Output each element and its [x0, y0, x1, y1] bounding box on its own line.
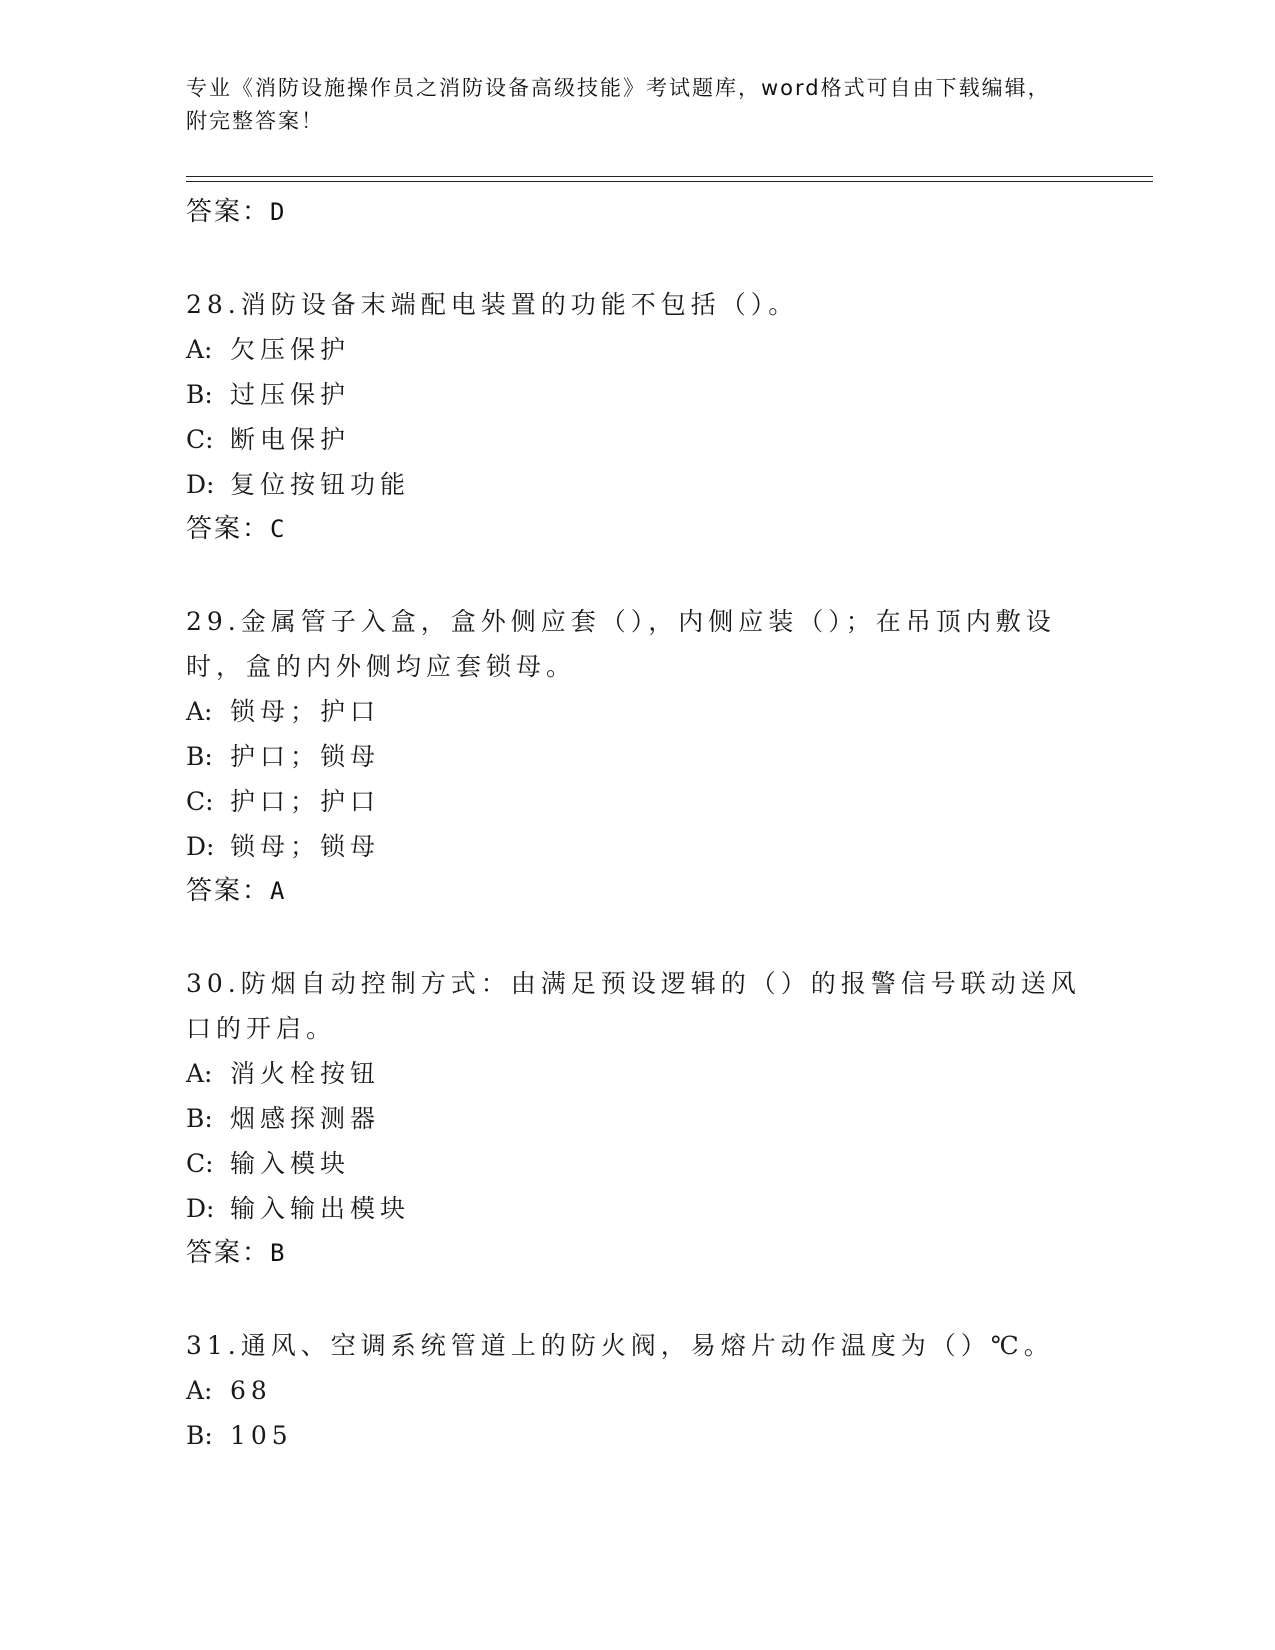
option-key: D: [186, 1194, 215, 1223]
option-key: A: [186, 335, 213, 364]
answer-label: 答案： [186, 514, 271, 544]
option-text: 105 [230, 1421, 293, 1450]
question-28 [186, 282, 1086, 551]
question-text: 29.金属管子入盒，盒外侧应套（），内侧应装（）；在吊顶内敷设时，盒的内外侧均应套锁母。 [186, 607, 1056, 681]
document-header: 专业《消防设施操作员之消防设备高级技能》考试题库，word格式可自由下载编辑，附完整答案！ [186, 76, 1051, 133]
option-key: A: [186, 697, 213, 726]
option-d [186, 824, 1086, 869]
question-answer [186, 869, 1086, 913]
option-d [186, 462, 1086, 507]
option-b [186, 1413, 1086, 1458]
option-key: D: [186, 470, 215, 499]
option-text: 欠压保护 [230, 335, 351, 364]
option-key: D: [186, 832, 215, 861]
option-a [186, 1368, 1086, 1413]
option-a [186, 327, 1086, 372]
answer-value: C [270, 515, 287, 543]
option-c [186, 1141, 1086, 1186]
option-text: 输入模块 [230, 1149, 351, 1178]
answer-label: 答案： [186, 197, 271, 227]
option-a [186, 689, 1086, 734]
answer-value: B [270, 1239, 287, 1267]
question-text: 30.防烟自动控制方式：由满足预设逻辑的（）的报警信号联动送风口的开启。 [186, 969, 1081, 1043]
option-b [186, 734, 1086, 779]
option-c [186, 779, 1086, 824]
option-text: 护口；护口 [230, 787, 381, 816]
option-text: 锁母；护口 [230, 697, 381, 726]
option-key: B: [186, 1421, 213, 1450]
option-text: 输入输出模块 [230, 1194, 411, 1223]
answer-value: D [270, 198, 287, 226]
option-text: 消火栓按钮 [230, 1059, 381, 1088]
option-key: B: [186, 380, 213, 409]
question-31 [186, 1323, 1086, 1458]
option-key: C: [186, 425, 214, 454]
answer-label: 答案： [186, 876, 271, 906]
option-d [186, 1186, 1086, 1231]
option-c [186, 417, 1086, 462]
option-text: 护口；锁母 [230, 742, 381, 771]
question-answer [186, 1231, 1086, 1275]
answer-value: A [270, 877, 287, 905]
option-key: B: [186, 1104, 213, 1133]
option-text: 烟感探测器 [230, 1104, 381, 1133]
question-text: 28.消防设备末端配电装置的功能不包括（）。 [186, 290, 799, 319]
option-text: 过压保护 [230, 380, 351, 409]
option-text: 锁母；锁母 [230, 832, 381, 861]
question-text: 31.通风、空调系统管道上的防火阀，易熔片动作温度为（）℃。 [186, 1331, 1054, 1360]
option-b [186, 1096, 1086, 1141]
answer-label: 答案： [186, 1238, 271, 1268]
option-key: A: [186, 1376, 213, 1405]
question-list [186, 190, 1086, 1458]
option-a [186, 1051, 1086, 1096]
option-text: 断电保护 [230, 425, 351, 454]
option-key: C: [186, 1149, 214, 1178]
header-divider-bottom [186, 181, 1153, 182]
option-key: C: [186, 787, 214, 816]
option-key: A: [186, 1059, 213, 1088]
question-answer [186, 507, 1086, 551]
header-divider-top [186, 176, 1153, 177]
option-b [186, 372, 1086, 417]
option-key: B: [186, 742, 213, 771]
option-text: 68 [230, 1376, 272, 1405]
previous-answer [186, 190, 1086, 234]
question-30 [186, 961, 1086, 1275]
option-text: 复位按钮功能 [230, 470, 411, 499]
question-29 [186, 599, 1086, 913]
